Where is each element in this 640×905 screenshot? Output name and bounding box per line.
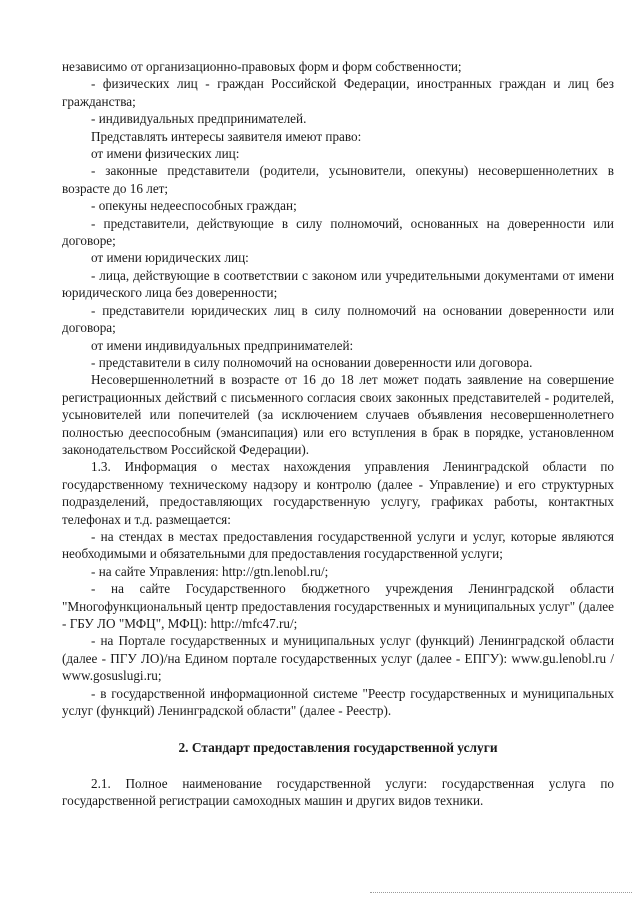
paragraph-representatives-power: - представители, действующие в силу полномочий, основанных на доверенности или договоре; xyxy=(62,215,614,249)
paragraph-continuation: независимо от организационно-правовых форм и форм собственности; xyxy=(62,59,462,74)
scan-dotted-line xyxy=(370,892,632,893)
paragraph-guardians: - опекуны недееспособных граждан; xyxy=(91,198,297,214)
paragraph-portal: - на Портале государственных и муниципальных услуг (функций) Ленинградской области (далее - ПГУ ЛО)/на Едином портале государственных услуг (далее - ЕПГУ): www.gu.lenobl.ru / www.gosuslugi.ru; xyxy=(62,633,614,684)
document-page xyxy=(62,58,614,810)
paragraph-registry: - в государственной информационной системе "Реестр государственных и муниципальных услуг (функций) Ленинградской области" (далее - Реестр). xyxy=(62,685,614,719)
paragraph-legal-representatives: - законные представители (родители, усыновители, опекуны) несовершеннолетних в возрасте до 16 лет; xyxy=(62,163,614,196)
paragraph-1-3-information: 1.3. Информация о местах нахождения управления Ленинградской области по государственному техническому надзору и контролю (далее - Управление) и его структурных подразделений, предоставляющих государственную услугу, графиках работы, контактных телефонах и т.д. размещается: xyxy=(62,459,614,527)
paragraph-website-mfc: - на сайте Государственного бюджетного учреждения Ленинградской области "Многофункциональный центр предоставления государственных и муниципальных услуг" (далее - ГБУ ЛО "МФЦ", МФЦ): http://mfc47.ru/; xyxy=(62,581,614,631)
paragraph-entrepreneurs: - индивидуальных предпринимателей. xyxy=(91,111,307,127)
paragraph-website-management: - на сайте Управления: http://gtn.lenobl.ru/; xyxy=(91,563,329,579)
section-heading: 2. Стандарт предоставления государственной услуги xyxy=(178,740,498,756)
paragraph-on-behalf-individuals: от имени физических лиц: xyxy=(91,146,240,162)
paragraph-on-behalf-legal-entities: от имени юридических лиц: xyxy=(91,250,249,266)
paragraph-on-behalf-entrepreneurs: от имени индивидуальных предпринимателей: xyxy=(91,337,354,353)
paragraph-persons-by-law: - лица, действующие в соответствии с законом или учредительными документами от имени юридического лица без доверенности; xyxy=(62,267,614,301)
paragraph-individuals: - физических лиц - граждан Российской Федерации, иностранных граждан и лиц без гражданства; xyxy=(62,76,614,109)
paragraph-minors: Несовершеннолетний в возрасте от 16 до 18 лет может подать заявление на совершение регистрационных действий с письменного согласия своих законных представителей - родителей, усыновителей или попечителей (за исключением случаев объявления несовершеннолетнего полностью дееспособным (эмансипация) или его вступления в брак в порядке, установленном законодательством Российской Федерации). xyxy=(62,372,614,457)
paragraph-stands: - на стендах в местах предоставления государственной услуги и услуг, которые являются необходимыми и обязательными для предоставления государственной услуги; xyxy=(62,528,614,562)
paragraph-legal-entity-representatives: - представители юридических лиц в силу полномочий на основании доверенности или договора; xyxy=(62,302,614,336)
paragraph-2-1-service-name: 2.1. Полное наименование государственной услуги: государственная услуга по государственной регистрации самоходных машин и других видов техники. xyxy=(62,775,614,809)
paragraph-entrepreneur-representatives: - представители в силу полномочий на основании доверенности или договора. xyxy=(91,354,533,370)
paragraph-representatives-intro: Представлять интересы заявителя имеют право: xyxy=(91,128,362,144)
